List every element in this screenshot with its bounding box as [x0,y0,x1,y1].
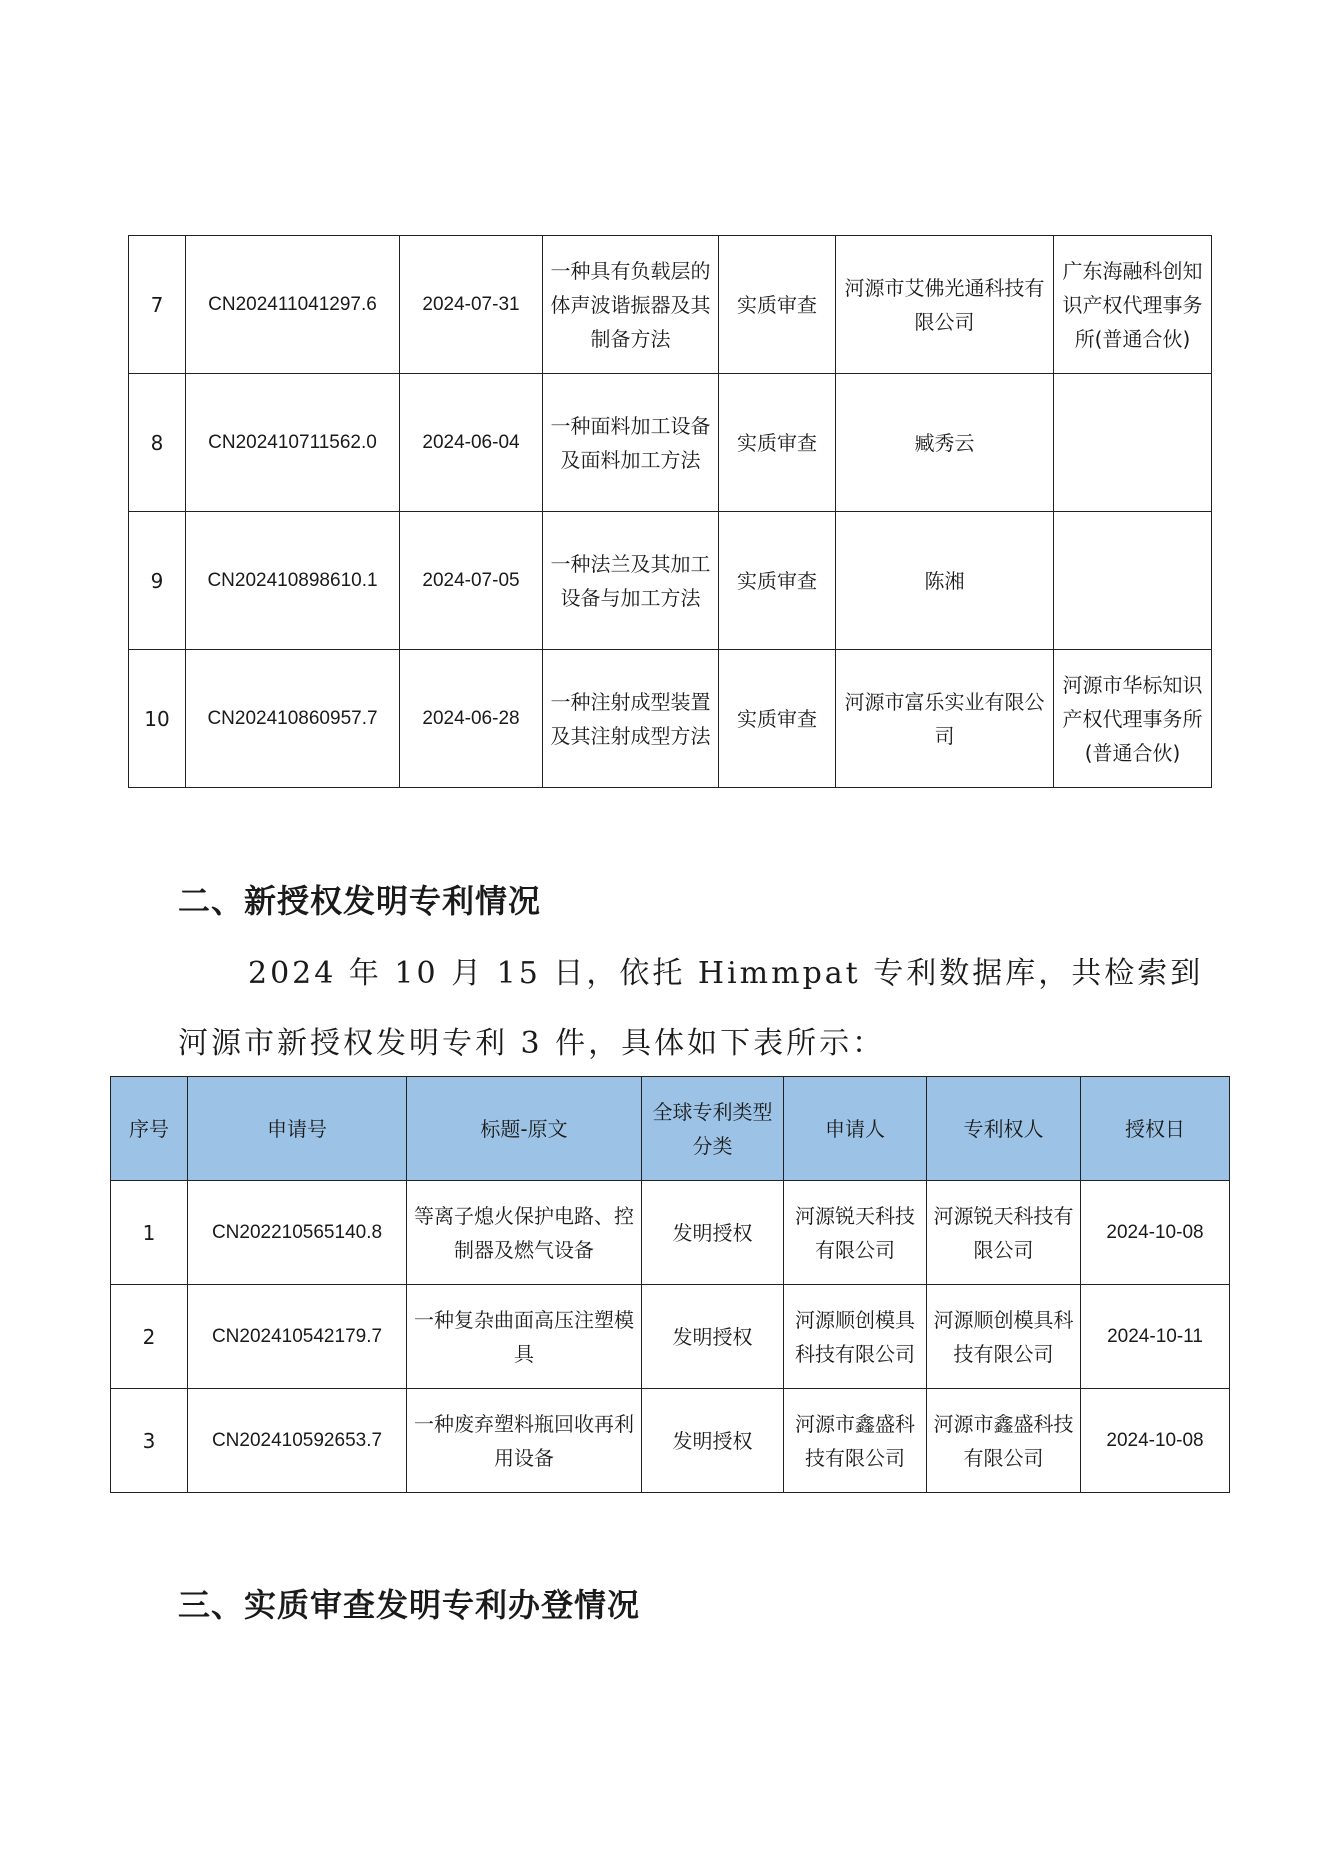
table-row [111,1389,1230,1493]
column-header: 申请人 [784,1077,927,1181]
application-date: 2024-06-28 [400,650,543,788]
row-number: 1 [111,1181,188,1285]
column-header: 标题-原文 [407,1077,642,1181]
row-number: 8 [129,374,186,512]
table-row [129,374,1212,512]
patent-type: 发明授权 [642,1389,784,1493]
applicant: 臧秀云 [836,374,1054,512]
applicant: 河源锐天科技有限公司 [784,1181,927,1285]
grant-date: 2024-10-08 [1081,1181,1230,1285]
patent-owner: 河源市鑫盛科技有限公司 [927,1389,1081,1493]
applicant: 河源市鑫盛科技有限公司 [784,1389,927,1493]
column-header: 申请号 [188,1077,407,1181]
application-number: CN202410711562.0 [186,374,400,512]
patent-title: 一种法兰及其加工设备与加工方法 [543,512,719,650]
patent-owner: 河源锐天科技有限公司 [927,1181,1081,1285]
application-number: CN202410860957.7 [186,650,400,788]
table-row [111,1285,1230,1389]
column-header: 全球专利类型分类 [642,1077,784,1181]
applicant: 河源顺创模具科技有限公司 [784,1285,927,1389]
paragraph-line: 2024 年 10 月 15 日，依托 Himmpat 专利数据库，共检索到 [248,956,1204,991]
row-number: 9 [129,512,186,650]
agency: 河源市华标知识产权代理事务所(普通合伙) [1054,650,1212,788]
patent-title: 一种面料加工设备及面料加工方法 [543,374,719,512]
applicant: 陈湘 [836,512,1054,650]
row-number: 2 [111,1285,188,1389]
agency: 广东海融科创知识产权代理事务所(普通合伙) [1054,236,1212,374]
application-number: CN202410592653.7 [188,1389,407,1493]
legal-status: 实质审查 [719,374,836,512]
table-row [111,1181,1230,1285]
patent-title: 一种废弃塑料瓶回收再利用设备 [407,1389,642,1493]
paragraph-line: 河源市新授权发明专利 3 件，具体如下表所示： [178,1026,886,1061]
patent-type: 发明授权 [642,1285,784,1389]
table-row [129,236,1212,374]
agency [1054,374,1212,512]
section-heading-substantive-exam: 三、实质审查发明专利办登情况 [178,1586,641,1624]
patent-title: 一种注射成型装置及其注射成型方法 [543,650,719,788]
application-date: 2024-07-31 [400,236,543,374]
application-number: CN202210565140.8 [188,1181,407,1285]
application-number: CN202411041297.6 [186,236,400,374]
application-number: CN202410542179.7 [188,1285,407,1389]
patent-title: 一种复杂曲面高压注塑模具 [407,1285,642,1389]
grant-date: 2024-10-08 [1081,1389,1230,1493]
legal-status: 实质审查 [719,512,836,650]
section-heading-new-granted: 二、新授权发明专利情况 [178,882,542,920]
substantive-exam-table-continued [128,235,1212,788]
grant-date: 2024-10-11 [1081,1285,1230,1389]
table-header-row [111,1077,1230,1181]
agency [1054,512,1212,650]
patent-title: 等离子熄火保护电路、控制器及燃气设备 [407,1181,642,1285]
row-number: 7 [129,236,186,374]
table-row [129,650,1212,788]
patent-owner: 河源顺创模具科技有限公司 [927,1285,1081,1389]
table-row [129,512,1212,650]
application-number: CN202410898610.1 [186,512,400,650]
applicant: 河源市艾佛光通科技有限公司 [836,236,1054,374]
granted-patents-table [110,1076,1230,1493]
patent-title: 一种具有负载层的体声波谐振器及其制备方法 [543,236,719,374]
application-date: 2024-06-04 [400,374,543,512]
column-header: 专利权人 [927,1077,1081,1181]
legal-status: 实质审查 [719,236,836,374]
row-number: 10 [129,650,186,788]
column-header: 序号 [111,1077,188,1181]
legal-status: 实质审查 [719,650,836,788]
applicant: 河源市富乐实业有限公司 [836,650,1054,788]
patent-type: 发明授权 [642,1181,784,1285]
application-date: 2024-07-05 [400,512,543,650]
column-header: 授权日 [1081,1077,1230,1181]
row-number: 3 [111,1389,188,1493]
